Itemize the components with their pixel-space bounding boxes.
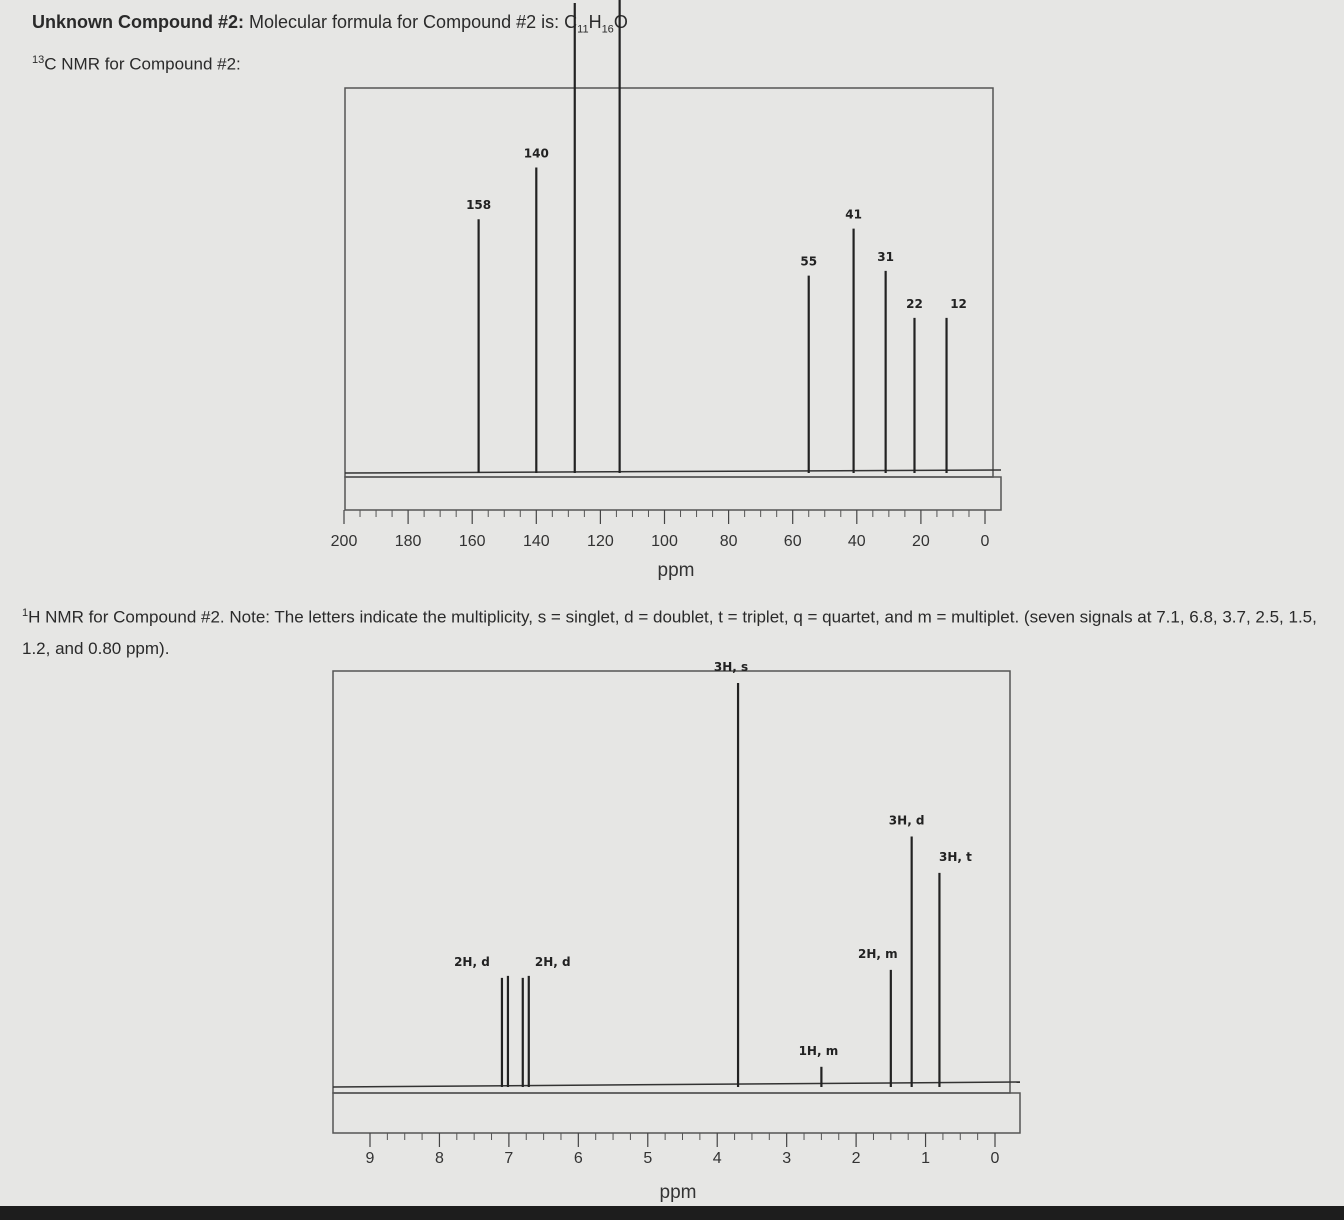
c13-tick-label: 40 <box>847 533 866 550</box>
h1-axis-frame <box>333 1093 1020 1133</box>
h1-plot-frame <box>333 671 1010 1093</box>
h1-tick-label: 7 <box>504 1150 514 1167</box>
c13-axis-frame <box>345 477 1001 510</box>
c13-axis-label: ppm <box>657 560 695 581</box>
c13-plot-frame <box>345 88 993 477</box>
h1-peak-label: 1H, m <box>798 1043 839 1058</box>
h1-tick-label: 9 <box>365 1150 375 1167</box>
c13-peak-label: 31 <box>877 249 894 264</box>
formula-h-count: 16 <box>601 23 614 36</box>
h1-peak-label: 2H, d <box>454 954 490 969</box>
title-text: Molecular formula for Compound #2 is: C <box>249 12 578 32</box>
c13-heading-text: C NMR for Compound #2: <box>44 54 241 74</box>
bottom-bar <box>0 1206 1344 1220</box>
c13-tick-label: 140 <box>522 533 550 550</box>
h1-peak-label: 3H, t <box>939 849 972 864</box>
h1-tick-label: 4 <box>712 1150 722 1167</box>
h1-baseline <box>333 1082 1020 1087</box>
c13-tick-label: 160 <box>458 533 486 550</box>
c13-superscript: 13 <box>32 54 45 66</box>
h1-tick-label: 6 <box>573 1150 583 1167</box>
c13-baseline <box>345 470 1001 473</box>
c13-tick-label: 60 <box>783 533 802 550</box>
c13-tick-label: 120 <box>587 533 614 550</box>
h1-tick-label: 1 <box>921 1150 931 1167</box>
h1-spectrum <box>333 660 1020 1203</box>
h1-peak-label: 2H, m <box>858 946 898 961</box>
c13-peak-label: 41 <box>845 207 862 222</box>
c13-tick-label: 200 <box>330 533 358 550</box>
h1-tick-label: 0 <box>990 1150 1000 1167</box>
c13-tick-label: 0 <box>980 533 990 550</box>
h1-peak-label: 3H, s <box>713 660 749 674</box>
h1-tick-label: 5 <box>643 1150 653 1167</box>
c13-spectrum <box>331 0 1001 581</box>
h1-tick-label: 8 <box>434 1150 444 1167</box>
formula-o: O <box>613 12 628 32</box>
c13-tick-label: 100 <box>651 533 678 550</box>
c13-peak-label: 55 <box>800 254 818 269</box>
h1-axis-label: ppm <box>659 1182 697 1203</box>
title-bold: Unknown Compound #2: <box>32 12 244 32</box>
h1-heading-text: H NMR for Compound #2. Note: The letters indicate the multiplicity, s = singlet, d = doublet, t = triplet, q = quartet, and m = multiplet. (seven signals at 7.1, 6.8, 3.7, 2.5, 1.5, 1.2, and 0.80 ppm). <box>22 607 1317 658</box>
c13-tick-label: 80 <box>719 533 738 550</box>
h1-peak-label: 2H, d <box>534 954 571 969</box>
c13-peak-label: 12 <box>950 296 967 311</box>
h1-superscript: 1 <box>22 607 29 619</box>
formula-h: H <box>588 12 602 32</box>
c13-peak-label: 22 <box>906 296 923 311</box>
formula-c-count: 11 <box>577 23 589 36</box>
h1-peak-label: 3H, d <box>888 813 925 828</box>
h1-tick-label: 2 <box>851 1150 861 1167</box>
c13-tick-label: 20 <box>912 533 930 550</box>
c13-peak-label: 140 <box>523 146 549 161</box>
c13-tick-label: 180 <box>394 533 422 550</box>
h1-tick-label: 3 <box>782 1150 792 1167</box>
c13-peak-label: 158 <box>466 198 492 213</box>
